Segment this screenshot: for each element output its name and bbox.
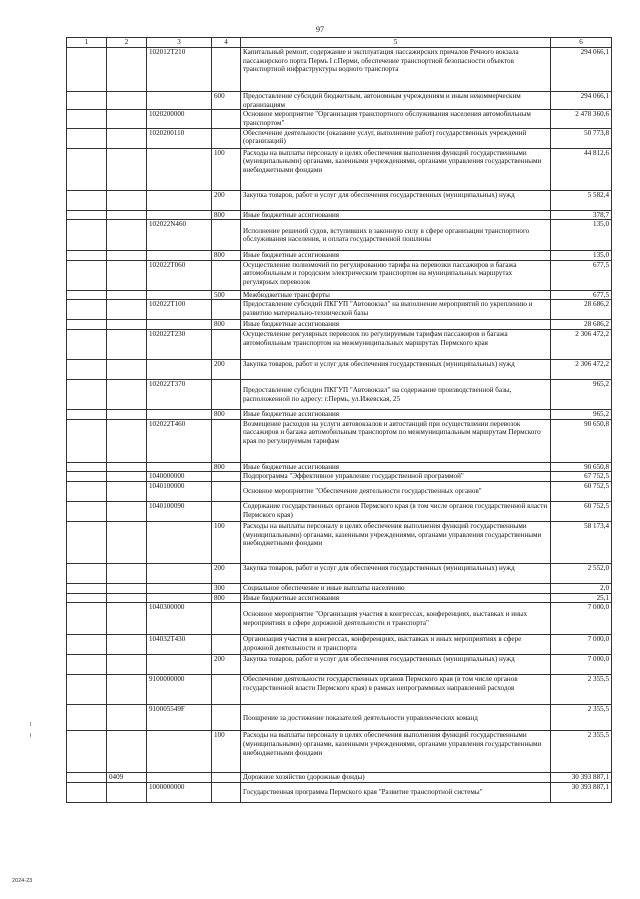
section-cell — [67, 220, 107, 251]
section-cell — [67, 705, 107, 731]
subsection-cell — [107, 782, 147, 802]
expense-type-cell — [212, 300, 241, 320]
subsection-cell — [107, 584, 147, 594]
amount-cell: 30 393 887,1 — [551, 773, 612, 783]
section-cell — [67, 584, 107, 594]
subsection-cell — [107, 675, 147, 705]
expense-type-cell — [212, 472, 241, 482]
expense-type-cell: 800 — [212, 320, 241, 330]
amount-cell: 2 355,5 — [551, 731, 612, 773]
amount-cell: 2 552,0 — [551, 564, 612, 584]
section-cell — [67, 148, 107, 190]
description-cell: Межбюджетные трансферты — [241, 290, 551, 300]
section-cell — [67, 92, 107, 110]
table-row — [67, 705, 612, 731]
section-cell — [67, 603, 107, 635]
expense-type-cell — [212, 603, 241, 635]
section-cell — [67, 128, 107, 148]
amount-cell: 28 686,2 — [551, 300, 612, 320]
expense-type-cell: 800 — [212, 593, 241, 603]
footer-code: 2024-23 — [12, 878, 33, 884]
section-cell — [67, 48, 107, 92]
description-cell: Иные бюджетные ассигнования — [241, 210, 551, 220]
table-row — [67, 128, 612, 148]
table-row — [67, 675, 612, 705]
description-cell: Содержание государственных органов Пермского края (в том числе органов государственной власти Пермского края) — [241, 502, 551, 522]
header-col-1: 1 — [67, 38, 107, 48]
expense-type-cell — [212, 128, 241, 148]
table-row — [67, 48, 612, 92]
subsection-cell — [107, 48, 147, 92]
subsection-cell — [107, 290, 147, 300]
subsection-cell — [107, 564, 147, 584]
subsection-cell — [107, 482, 147, 502]
description-cell: Иные бюджетные ассигнования — [241, 251, 551, 261]
target-code-cell: 102022T370 — [147, 380, 212, 410]
subsection-cell — [107, 410, 147, 420]
amount-cell: 90 650,8 — [551, 462, 612, 472]
target-code-cell — [147, 290, 212, 300]
description-cell: Организация участия в конгрессах, конференциях, выставках и иных мероприятиях в сфере дорожной деятельности и транспорта — [241, 635, 551, 655]
amount-cell: 5 582,4 — [551, 190, 612, 210]
expense-type-cell — [212, 782, 241, 802]
subsection-cell — [107, 731, 147, 773]
header-col-6: 6 — [551, 38, 612, 48]
expense-type-cell: 100 — [212, 731, 241, 773]
table-row — [67, 502, 612, 522]
table-row — [67, 472, 612, 482]
section-cell — [67, 360, 107, 380]
target-code-cell: 1040100090 — [147, 502, 212, 522]
budget-table — [66, 37, 612, 803]
section-cell — [67, 482, 107, 502]
expense-type-cell — [212, 635, 241, 655]
subsection-cell — [107, 300, 147, 320]
expense-type-cell — [212, 502, 241, 522]
section-cell — [67, 210, 107, 220]
description-cell: Расходы на выплаты персоналу в целях обеспечения выполнения функций государственными (муниципальными) органами, казенными учреждениями, органами управления государственными внебюджетными фондами — [241, 522, 551, 564]
description-cell: Иные бюджетные ассигнования — [241, 462, 551, 472]
description-cell: Основное мероприятие "Организация транспортного обслуживания населения автомобильным транспортом" — [241, 110, 551, 128]
amount-cell: 90 650,8 — [551, 419, 612, 462]
target-code-cell — [147, 360, 212, 380]
section-cell — [67, 655, 107, 675]
subsection-cell — [107, 330, 147, 360]
amount-cell: 25,1 — [551, 593, 612, 603]
subsection-cell — [107, 419, 147, 462]
amount-cell: 135,0 — [551, 220, 612, 251]
amount-cell: 2 306 472,2 — [551, 330, 612, 360]
description-cell: Основное мероприятие "Обеспечение деятельности государственных органов" — [241, 482, 551, 502]
target-code-cell: 1040000000 — [147, 472, 212, 482]
section-cell — [67, 380, 107, 410]
table-row — [67, 731, 612, 773]
section-cell — [67, 593, 107, 603]
subsection-cell — [107, 593, 147, 603]
amount-cell: 7 000,0 — [551, 635, 612, 655]
section-cell — [67, 675, 107, 705]
table-row — [67, 210, 612, 220]
amount-cell: 135,0 — [551, 251, 612, 261]
description-cell: Обеспечение деятельности (оказание услуг, выполнение работ) государственных учреждений (организаций) — [241, 128, 551, 148]
expense-type-cell: 800 — [212, 251, 241, 261]
section-cell — [67, 410, 107, 420]
subsection-cell — [107, 148, 147, 190]
subsection-cell — [107, 110, 147, 128]
header-col-5: 5 — [241, 38, 551, 48]
table-body — [67, 48, 612, 803]
subsection-cell — [107, 380, 147, 410]
description-cell: Иные бюджетные ассигнования — [241, 593, 551, 603]
section-cell — [67, 320, 107, 330]
description-cell: Социальное обеспечение и иные выплаты населению — [241, 584, 551, 594]
table-row — [67, 220, 612, 251]
table-row — [67, 92, 612, 110]
section-cell — [67, 782, 107, 802]
subsection-cell — [107, 210, 147, 220]
subsection-cell — [107, 472, 147, 482]
target-code-cell: 102022T100 — [147, 300, 212, 320]
table-row — [67, 584, 612, 594]
table-row — [67, 462, 612, 472]
description-cell: Осуществление регулярных перевозок по регулируемым тарифам пассажиров и багажа автомобильным транспортом на межмуниципальных маршрутах Пермского края — [241, 330, 551, 360]
target-code-cell — [147, 92, 212, 110]
table-row — [67, 360, 612, 380]
amount-cell: 60 752,5 — [551, 482, 612, 502]
target-code-cell: 1020200110 — [147, 128, 212, 148]
amount-cell: 28 686,2 — [551, 320, 612, 330]
amount-cell: 378,7 — [551, 210, 612, 220]
description-cell: Иные бюджетные ассигнования — [241, 320, 551, 330]
target-code-cell — [147, 593, 212, 603]
table-row — [67, 564, 612, 584]
target-code-cell: 104032T430 — [147, 635, 212, 655]
subsection-cell — [107, 190, 147, 210]
amount-cell: 2 355,5 — [551, 675, 612, 705]
table-row — [67, 773, 612, 783]
section-cell — [67, 502, 107, 522]
target-code-cell — [147, 655, 212, 675]
target-code-cell: 102012T210 — [147, 48, 212, 92]
target-code-cell — [147, 210, 212, 220]
margin-mark — [30, 733, 33, 737]
amount-cell: 60 752,5 — [551, 502, 612, 522]
expense-type-cell: 800 — [212, 462, 241, 472]
section-cell — [67, 190, 107, 210]
description-cell: Закупка товаров, работ и услуг для обеспечения государственных (муниципальных) нужд — [241, 564, 551, 584]
subsection-cell — [107, 462, 147, 472]
section-cell — [67, 564, 107, 584]
section-cell — [67, 731, 107, 773]
amount-cell: 7 000,0 — [551, 603, 612, 635]
table-row — [67, 522, 612, 564]
target-code-cell — [147, 190, 212, 210]
amount-cell: 2 306 472,2 — [551, 360, 612, 380]
expense-type-cell: 100 — [212, 148, 241, 190]
target-code-cell — [147, 584, 212, 594]
expense-type-cell — [212, 705, 241, 731]
description-cell: Расходы на выплаты персоналу в целях обеспечения выполнения функций государственными (муниципальными) органами, казенными учреждениями, органами управления государственными внебюджетными фондами — [241, 148, 551, 190]
table-row — [67, 655, 612, 675]
table-row — [67, 148, 612, 190]
table-row — [67, 260, 612, 290]
target-code-cell: 1000000000 — [147, 782, 212, 802]
table-row — [67, 603, 612, 635]
description-cell: Предоставление субсидий бюджетным, автономным учреждениям и иным некоммерческим организациям — [241, 92, 551, 110]
expense-type-cell — [212, 110, 241, 128]
table-row — [67, 635, 612, 655]
description-cell: Расходы на выплаты персоналу в целях обеспечения выполнения функций государственными (муниципальными) органами, казенными учреждениями, органами управления государственными внебюджетными фондами — [241, 731, 551, 773]
header-col-2: 2 — [107, 38, 147, 48]
subsection-cell — [107, 260, 147, 290]
subsection-cell — [107, 635, 147, 655]
table-row — [67, 110, 612, 128]
target-code-cell — [147, 410, 212, 420]
section-cell — [67, 635, 107, 655]
subsection-cell — [107, 320, 147, 330]
amount-cell: 58 173,4 — [551, 522, 612, 564]
subsection-cell — [107, 502, 147, 522]
section-cell — [67, 330, 107, 360]
header-col-4: 4 — [212, 38, 241, 48]
expense-type-cell — [212, 48, 241, 92]
description-cell: Предоставление субсидии ПКГУП "Автовокзал" на содержание производственной базы, расположенной по адресу: г.Пермь, ул.Ижевская, 25 — [241, 380, 551, 410]
expense-type-cell: 800 — [212, 410, 241, 420]
target-code-cell: 102022T060 — [147, 260, 212, 290]
description-cell: Обеспечение деятельности государственных органов Пермского края (в том числе органов государственной власти Пермского края) в рамках непрограммных направлений расходов — [241, 675, 551, 705]
description-cell: Закупка товаров, работ и услуг для обеспечения государственных (муниципальных) нужд — [241, 360, 551, 380]
target-code-cell — [147, 773, 212, 783]
target-code-cell: 1040100000 — [147, 482, 212, 502]
description-cell: Возмещение расходов на услуги автовокзалов и автостанций при осуществлении перевозок пассажиров и багажа автомобильным транспортом по межмуниципальным маршрутам Пермского края по регулируемым тарифам — [241, 419, 551, 462]
table-row — [67, 482, 612, 502]
section-cell — [67, 260, 107, 290]
target-code-cell — [147, 731, 212, 773]
expense-type-cell — [212, 330, 241, 360]
page-number: 97 — [316, 25, 324, 34]
description-cell: Поощрение за достижение показателей деятельности управленческих команд — [241, 705, 551, 731]
subsection-cell — [107, 655, 147, 675]
target-code-cell: 102022T230 — [147, 330, 212, 360]
target-code-cell — [147, 462, 212, 472]
description-cell: Осуществление полномочий по регулированию тарифа на перевозки пассажиров и багажа автомобильным и городским электрическим транспортом на муниципальных маршрутах регулярных перевозок — [241, 260, 551, 290]
expense-type-cell: 300 — [212, 584, 241, 594]
description-cell: Иные бюджетные ассигнования — [241, 410, 551, 420]
amount-cell: 30 393 887,1 — [551, 782, 612, 802]
target-code-cell: 102022N460 — [147, 220, 212, 251]
subsection-cell — [107, 360, 147, 380]
amount-cell: 294 066,1 — [551, 92, 612, 110]
target-code-cell — [147, 564, 212, 584]
section-cell — [67, 419, 107, 462]
table-row — [67, 419, 612, 462]
table-row — [67, 190, 612, 210]
subsection-cell — [107, 128, 147, 148]
description-cell: Закупка товаров, работ и услуг для обеспечения государственных (муниципальных) нужд — [241, 190, 551, 210]
expense-type-cell — [212, 482, 241, 502]
table-row — [67, 251, 612, 261]
description-cell: Капитальный ремонт, содержание и эксплуатация пассажирских причалов Речного вокзала пассажирского порта Пермь I г.Перми, обеспечение транспортной безопасности объектов транспортной инфраструктуры водного транспорта — [241, 48, 551, 92]
section-cell — [67, 462, 107, 472]
expense-type-cell — [212, 675, 241, 705]
amount-cell: 965,2 — [551, 410, 612, 420]
section-cell — [67, 110, 107, 128]
target-code-cell: 1040300000 — [147, 603, 212, 635]
target-code-cell — [147, 148, 212, 190]
section-cell — [67, 290, 107, 300]
section-cell — [67, 773, 107, 783]
subsection-cell — [107, 220, 147, 251]
expense-type-cell: 200 — [212, 360, 241, 380]
description-cell: Предоставление субсидий ПКГУП "Автовокзал" на выполнение мероприятий по укреплению и развитию материально-технической базы — [241, 300, 551, 320]
description-cell: Исполнение решений судов, вступивших в законную силу в сфере организации транспортного обслуживания населения, и оплата государственной пошлины — [241, 220, 551, 251]
expense-type-cell — [212, 260, 241, 290]
description-cell: Основное мероприятие "Организация участия в конгрессах, конференциях, выставках и иных мероприятиях в сфере дорожной деятельности и транспорта" — [241, 603, 551, 635]
margin-mark — [30, 722, 33, 726]
expense-type-cell — [212, 419, 241, 462]
amount-cell: 677,5 — [551, 260, 612, 290]
target-code-cell: 102022T460 — [147, 419, 212, 462]
expense-type-cell — [212, 380, 241, 410]
expense-type-cell: 100 — [212, 522, 241, 564]
target-code-cell: 9100000000 — [147, 675, 212, 705]
subsection-cell — [107, 522, 147, 564]
subsection-cell — [107, 251, 147, 261]
target-code-cell: 910005549F — [147, 705, 212, 731]
expense-type-cell — [212, 220, 241, 251]
amount-cell: 294 066,1 — [551, 48, 612, 92]
amount-cell: 2 355,5 — [551, 705, 612, 731]
amount-cell: 2 478 360,6 — [551, 110, 612, 128]
subsection-cell — [107, 603, 147, 635]
amount-cell: 7 000,0 — [551, 655, 612, 675]
amount-cell: 677,5 — [551, 290, 612, 300]
target-code-cell — [147, 251, 212, 261]
expense-type-cell — [212, 773, 241, 783]
amount-cell: 965,2 — [551, 380, 612, 410]
expense-type-cell: 600 — [212, 92, 241, 110]
expense-type-cell: 200 — [212, 655, 241, 675]
table-row — [67, 380, 612, 410]
amount-cell: 67 752,5 — [551, 472, 612, 482]
subsection-cell — [107, 92, 147, 110]
section-cell — [67, 522, 107, 564]
description-cell: Государственная программа Пермского края "Развитие транспортной системы" — [241, 782, 551, 802]
amount-cell: 50 773,8 — [551, 128, 612, 148]
description-cell: Закупка товаров, работ и услуг для обеспечения государственных (муниципальных) нужд — [241, 655, 551, 675]
table-header-row — [67, 38, 612, 48]
section-cell — [67, 251, 107, 261]
expense-type-cell: 200 — [212, 190, 241, 210]
table-row — [67, 290, 612, 300]
subsection-cell: 0409 — [107, 773, 147, 783]
table-row — [67, 782, 612, 802]
subsection-cell — [107, 705, 147, 731]
amount-cell: 2,0 — [551, 584, 612, 594]
description-cell: Подпрограмма "Эффективное управление государственной программой" — [241, 472, 551, 482]
table-row — [67, 593, 612, 603]
description-cell: Дорожное хозяйство (дорожные фонды) — [241, 773, 551, 783]
section-cell — [67, 472, 107, 482]
header-col-3: 3 — [147, 38, 212, 48]
table-row — [67, 300, 612, 320]
target-code-cell — [147, 320, 212, 330]
table-row — [67, 330, 612, 360]
table-row — [67, 410, 612, 420]
expense-type-cell: 200 — [212, 564, 241, 584]
table-row — [67, 320, 612, 330]
amount-cell: 44 812,6 — [551, 148, 612, 190]
expense-type-cell: 500 — [212, 290, 241, 300]
target-code-cell: 1020200000 — [147, 110, 212, 128]
section-cell — [67, 300, 107, 320]
expense-type-cell: 800 — [212, 210, 241, 220]
target-code-cell — [147, 522, 212, 564]
